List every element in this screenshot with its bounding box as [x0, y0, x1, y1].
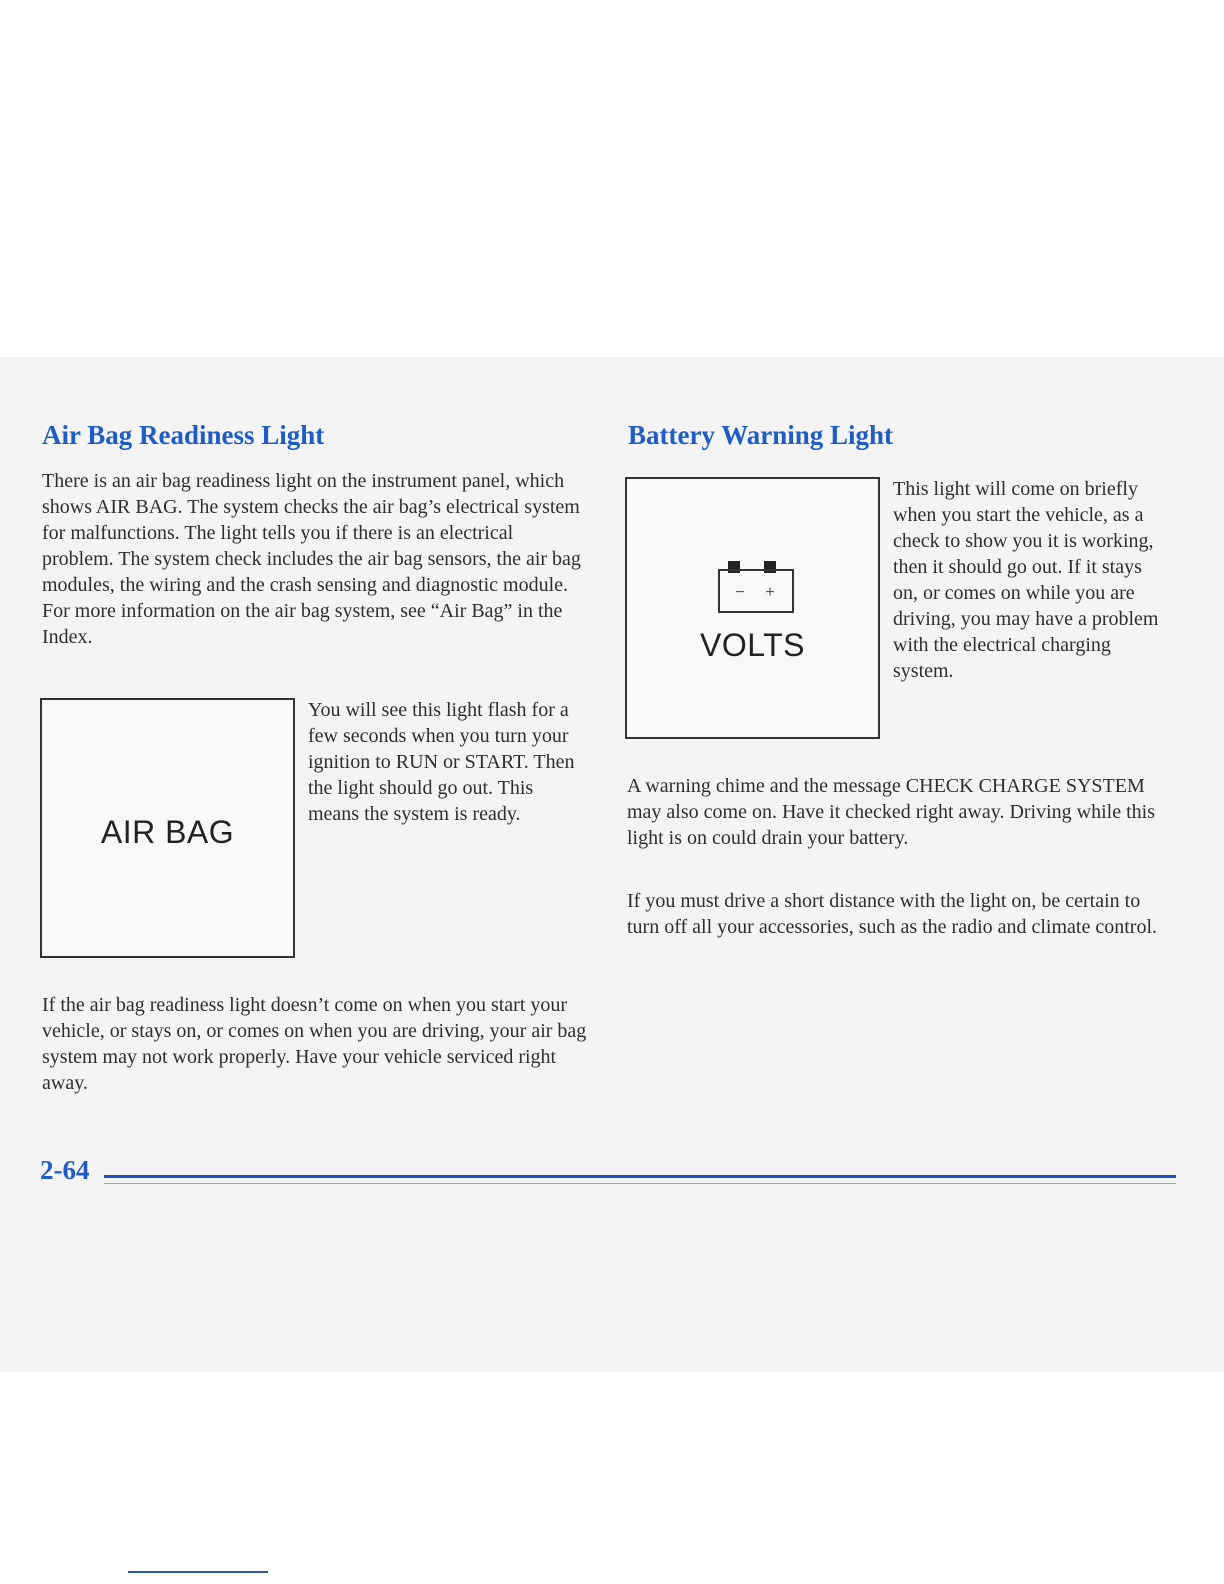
air-bag-indicator-box [40, 698, 295, 958]
air-bag-intro-paragraph: There is an air bag readiness light on the instrument panel, which shows AIR BAG. The system checks the air bag’s electrical system for malfunctions. The light tells you if there is an electrical problem. The system check includes the air bag sensors, the air bag modules, the wiring and the crash sensing and diagnostic module. For more information on the air bag system, see “Air Bag” in the Index. [42, 470, 581, 648]
bottom-divider [128, 1571, 268, 1573]
air-bag-indicator-label: AIR BAG [100, 814, 235, 850]
page-number: 2-64 [40, 1155, 90, 1185]
volts-indicator-label: VOLTS [699, 627, 806, 663]
check-charge-paragraph: A warning chime and the message CHECK CHARGE SYSTEM may also come on. Have it checked right away. Driving while this light is on could drain your battery. [627, 775, 1155, 849]
footer-rule [104, 1175, 1176, 1178]
battery-plus-sign: + [765, 584, 775, 601]
short-distance-paragraph: If you must drive a short distance with the light on, be certain to turn off all your accessories, such as the radio and climate control. [627, 890, 1158, 938]
air-bag-flash-paragraph: You will see this light flash for a few seconds when you turn your ignition to RUN or START. Then the light should go out. This means the system is ready. [308, 699, 575, 825]
air-bag-heading: Air Bag Readiness Light [42, 420, 325, 450]
battery-indicator-box [625, 477, 880, 739]
battery-icon [718, 559, 798, 615]
footer-rule-thin [104, 1183, 1176, 1184]
battery-light-paragraph: This light will come on briefly when you start the vehicle, as a check to show you it is working, then it should go out. If it stays on, or comes on while you are driving, you may have a problem with the electrical charging system. [893, 478, 1159, 682]
battery-minus-sign: − [735, 584, 745, 601]
battery-heading: Battery Warning Light [628, 420, 894, 450]
air-bag-warning-paragraph: If the air bag readiness light doesn’t come on when you start your vehicle, or stays on, or comes on when you are driving, your air bag system may not work properly. Have your vehicle serviced right away. [42, 994, 587, 1094]
